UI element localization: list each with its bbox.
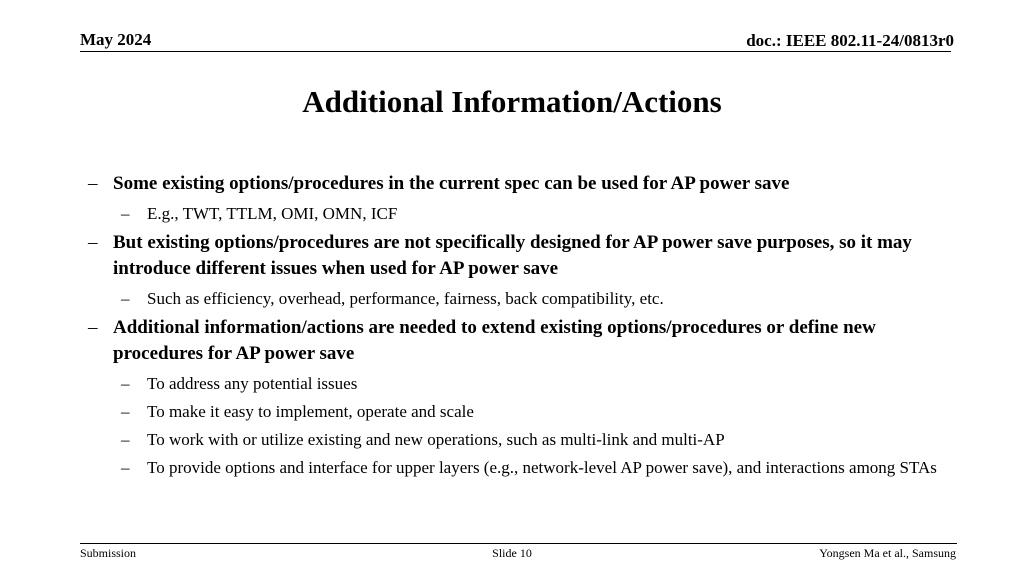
header-divider bbox=[80, 51, 951, 52]
footer-submission: Submission bbox=[80, 546, 137, 560]
sub-bullet-3-3: – To work with or utilize existing and new operations, such as multi-link and multi-AP bbox=[121, 430, 725, 449]
footer-authors: Yongsen Ma et al., Samsung bbox=[819, 546, 956, 560]
footer-slide-number: Slide 10 bbox=[492, 546, 532, 560]
sub-bullet-3-4: – To provide options and interface for upper layers (e.g., network-level AP power save), and interactions among STAs bbox=[121, 458, 937, 477]
sub-bullet-text: To provide options and interface for upper layers (e.g., network-level AP power save), and interactions among STAs bbox=[147, 458, 937, 477]
sub-bullet-3-2: – To make it easy to implement, operate and scale bbox=[121, 402, 474, 421]
sub-bullet-text: To address any potential issues bbox=[147, 374, 358, 393]
bullet-3-text: Additional information/actions are needed to extend existing options/procedures or define new procedures for AP power save bbox=[113, 317, 876, 364]
sub-bullet-text: To make it easy to implement, operate and scale bbox=[147, 402, 474, 421]
bullet-1-text: Some existing options/procedures in the current spec can be used for AP power save bbox=[113, 173, 790, 194]
slide-body bbox=[88, 171, 958, 479]
bullet-2: – But existing options/procedures are not specifically designed for AP power save purposes, so it may introduce different issues when used for AP power save bbox=[88, 232, 912, 279]
slide-title: Additional Information/Actions bbox=[302, 84, 722, 119]
sub-bullet-2-1: – Such as efficiency, overhead, performance, fairness, back compatibility, etc. bbox=[121, 289, 664, 308]
bullet-2-text: But existing options/procedures are not specifically designed for AP power save purposes, so it may introduce different issues when used for AP power save bbox=[113, 232, 912, 279]
sub-bullet-3-1: – To address any potential issues bbox=[121, 374, 358, 393]
sub-bullet-text: To work with or utilize existing and new operations, such as multi-link and multi-AP bbox=[147, 430, 725, 449]
sub-bullet-text: Such as efficiency, overhead, performance, fairness, back compatibility, etc. bbox=[147, 289, 664, 308]
bullet-1: – Some existing options/procedures in the current spec can be used for AP power save bbox=[88, 173, 790, 194]
sub-bullet-text: E.g., TWT, TTLM, OMI, OMN, ICF bbox=[147, 204, 398, 223]
bullet-3: – Additional information/actions are needed to extend existing options/procedures or define new procedures for AP power save bbox=[88, 317, 876, 364]
header-date: May 2024 bbox=[80, 30, 152, 49]
header-doc-id: doc.: IEEE 802.11-24/0813r0 bbox=[746, 31, 954, 50]
sub-bullet-1-1: – E.g., TWT, TTLM, OMI, OMN, ICF bbox=[121, 204, 398, 223]
footer-divider bbox=[80, 543, 957, 544]
